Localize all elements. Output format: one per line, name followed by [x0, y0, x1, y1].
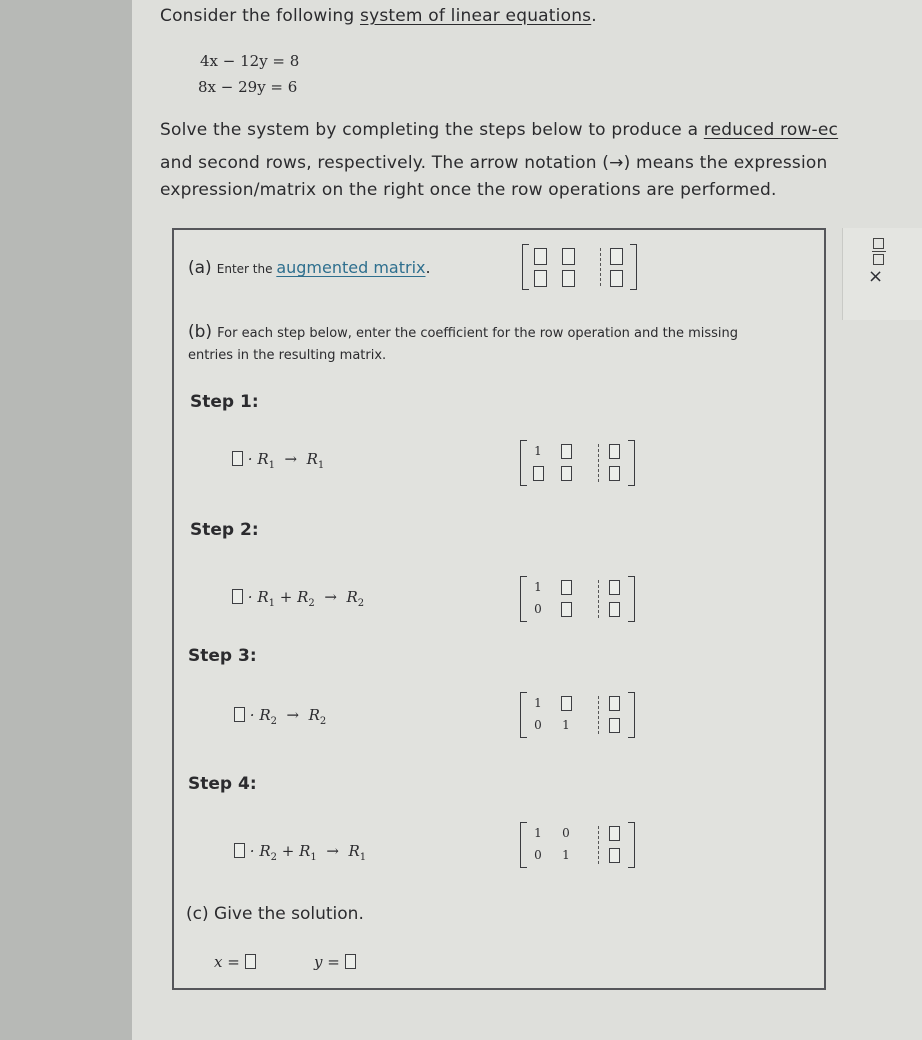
system-of-linear-equations-link[interactable]: system of linear equations — [360, 6, 592, 26]
reduced-row-echelon-link[interactable]: reduced row-ec — [703, 120, 839, 140]
solution-y-input[interactable] — [345, 954, 356, 969]
step-1-entry-21[interactable] — [533, 466, 544, 481]
step-4-operation: · $R_2 + R_1 \to R_1$ — [234, 842, 366, 863]
step-1-entry-22[interactable] — [561, 466, 572, 481]
step-2-entry-23[interactable] — [609, 602, 620, 617]
step-2-operation: · $R_1 + R_2 \to R_2$ — [232, 588, 364, 609]
part-a-label: (a) — [188, 258, 212, 278]
instructions-line-2: and second rows, respectively. The arrow notation (→) means the expression — [160, 153, 828, 173]
step-1-coefficient-input[interactable] — [232, 451, 243, 466]
step-3-entry-23[interactable] — [609, 718, 620, 733]
step-4-matrix: 1 0 0 1 — [520, 822, 635, 868]
step-2-title: Step 2: — [190, 520, 259, 540]
equation-1: 4x − 12y = 8 — [200, 52, 300, 70]
solution-x: x = — [214, 953, 256, 971]
matrix-a-entry-21[interactable] — [534, 270, 547, 287]
step-2-entry-12[interactable] — [561, 580, 572, 595]
equation-2: 8x − 29y = 6 — [198, 78, 298, 96]
matrix-a-entry-13[interactable] — [610, 248, 623, 265]
matrix-a-entry-11[interactable] — [534, 248, 547, 265]
math-toolbar — [842, 228, 922, 320]
step-1-matrix: 1 — [520, 440, 635, 486]
part-b-label: (b) — [188, 322, 213, 342]
step-1-title: Step 1: — [190, 392, 259, 412]
step-3-entry-13[interactable] — [609, 696, 620, 711]
step-4-entry-13[interactable] — [609, 826, 620, 841]
augmented-matrix-link[interactable]: augmented matrix — [276, 258, 426, 277]
step-2-matrix: 1 0 — [520, 576, 635, 622]
part-c-label: (c) Give the solution. — [186, 904, 364, 924]
instructions-line-1: Solve the system by completing the steps below to produce a reduced row-ec — [160, 120, 839, 140]
instructions-line-3: expression/matrix on the right once the row operations are performed. — [160, 180, 777, 200]
part-a-prompt: (a) Enter the augmented matrix. — [188, 258, 431, 278]
augmented-matrix — [522, 244, 637, 290]
step-1-operation: · $R_1 \to R_1$ — [232, 450, 324, 471]
step-1-entry-13[interactable] — [609, 444, 620, 459]
step-3-title: Step 3: — [188, 646, 257, 666]
step-2-coefficient-input[interactable] — [232, 589, 243, 604]
step-1-entry-23[interactable] — [609, 466, 620, 481]
step-3-matrix: 1 0 1 — [520, 692, 635, 738]
step-3-operation: · $R_2 \to R_2$ — [234, 706, 326, 727]
step-3-coefficient-input[interactable] — [234, 707, 245, 722]
step-2-entry-13[interactable] — [609, 580, 620, 595]
clear-button[interactable]: × — [868, 266, 884, 287]
answer-panel — [172, 228, 826, 990]
matrix-a-entry-12[interactable] — [562, 248, 575, 265]
step-1-entry-12[interactable] — [561, 444, 572, 459]
step-3-entry-12[interactable] — [561, 696, 572, 711]
step-4-entry-23[interactable] — [609, 848, 620, 863]
matrix-a-entry-23[interactable] — [610, 270, 623, 287]
step-4-coefficient-input[interactable] — [234, 843, 245, 858]
step-4-title: Step 4: — [188, 774, 257, 794]
fraction-icon[interactable] — [873, 238, 885, 266]
solution-x-input[interactable] — [245, 954, 256, 969]
matrix-a-entry-22[interactable] — [562, 270, 575, 287]
intro-line-1: Consider the following system of linear equations. — [160, 6, 597, 26]
part-b-line-2: entries in the resulting matrix. — [188, 348, 387, 363]
solution-y: y = — [314, 953, 356, 971]
part-b-line-1: (b) For each step below, enter the coefficient for the row operation and the missing — [188, 322, 739, 342]
step-2-entry-22[interactable] — [561, 602, 572, 617]
